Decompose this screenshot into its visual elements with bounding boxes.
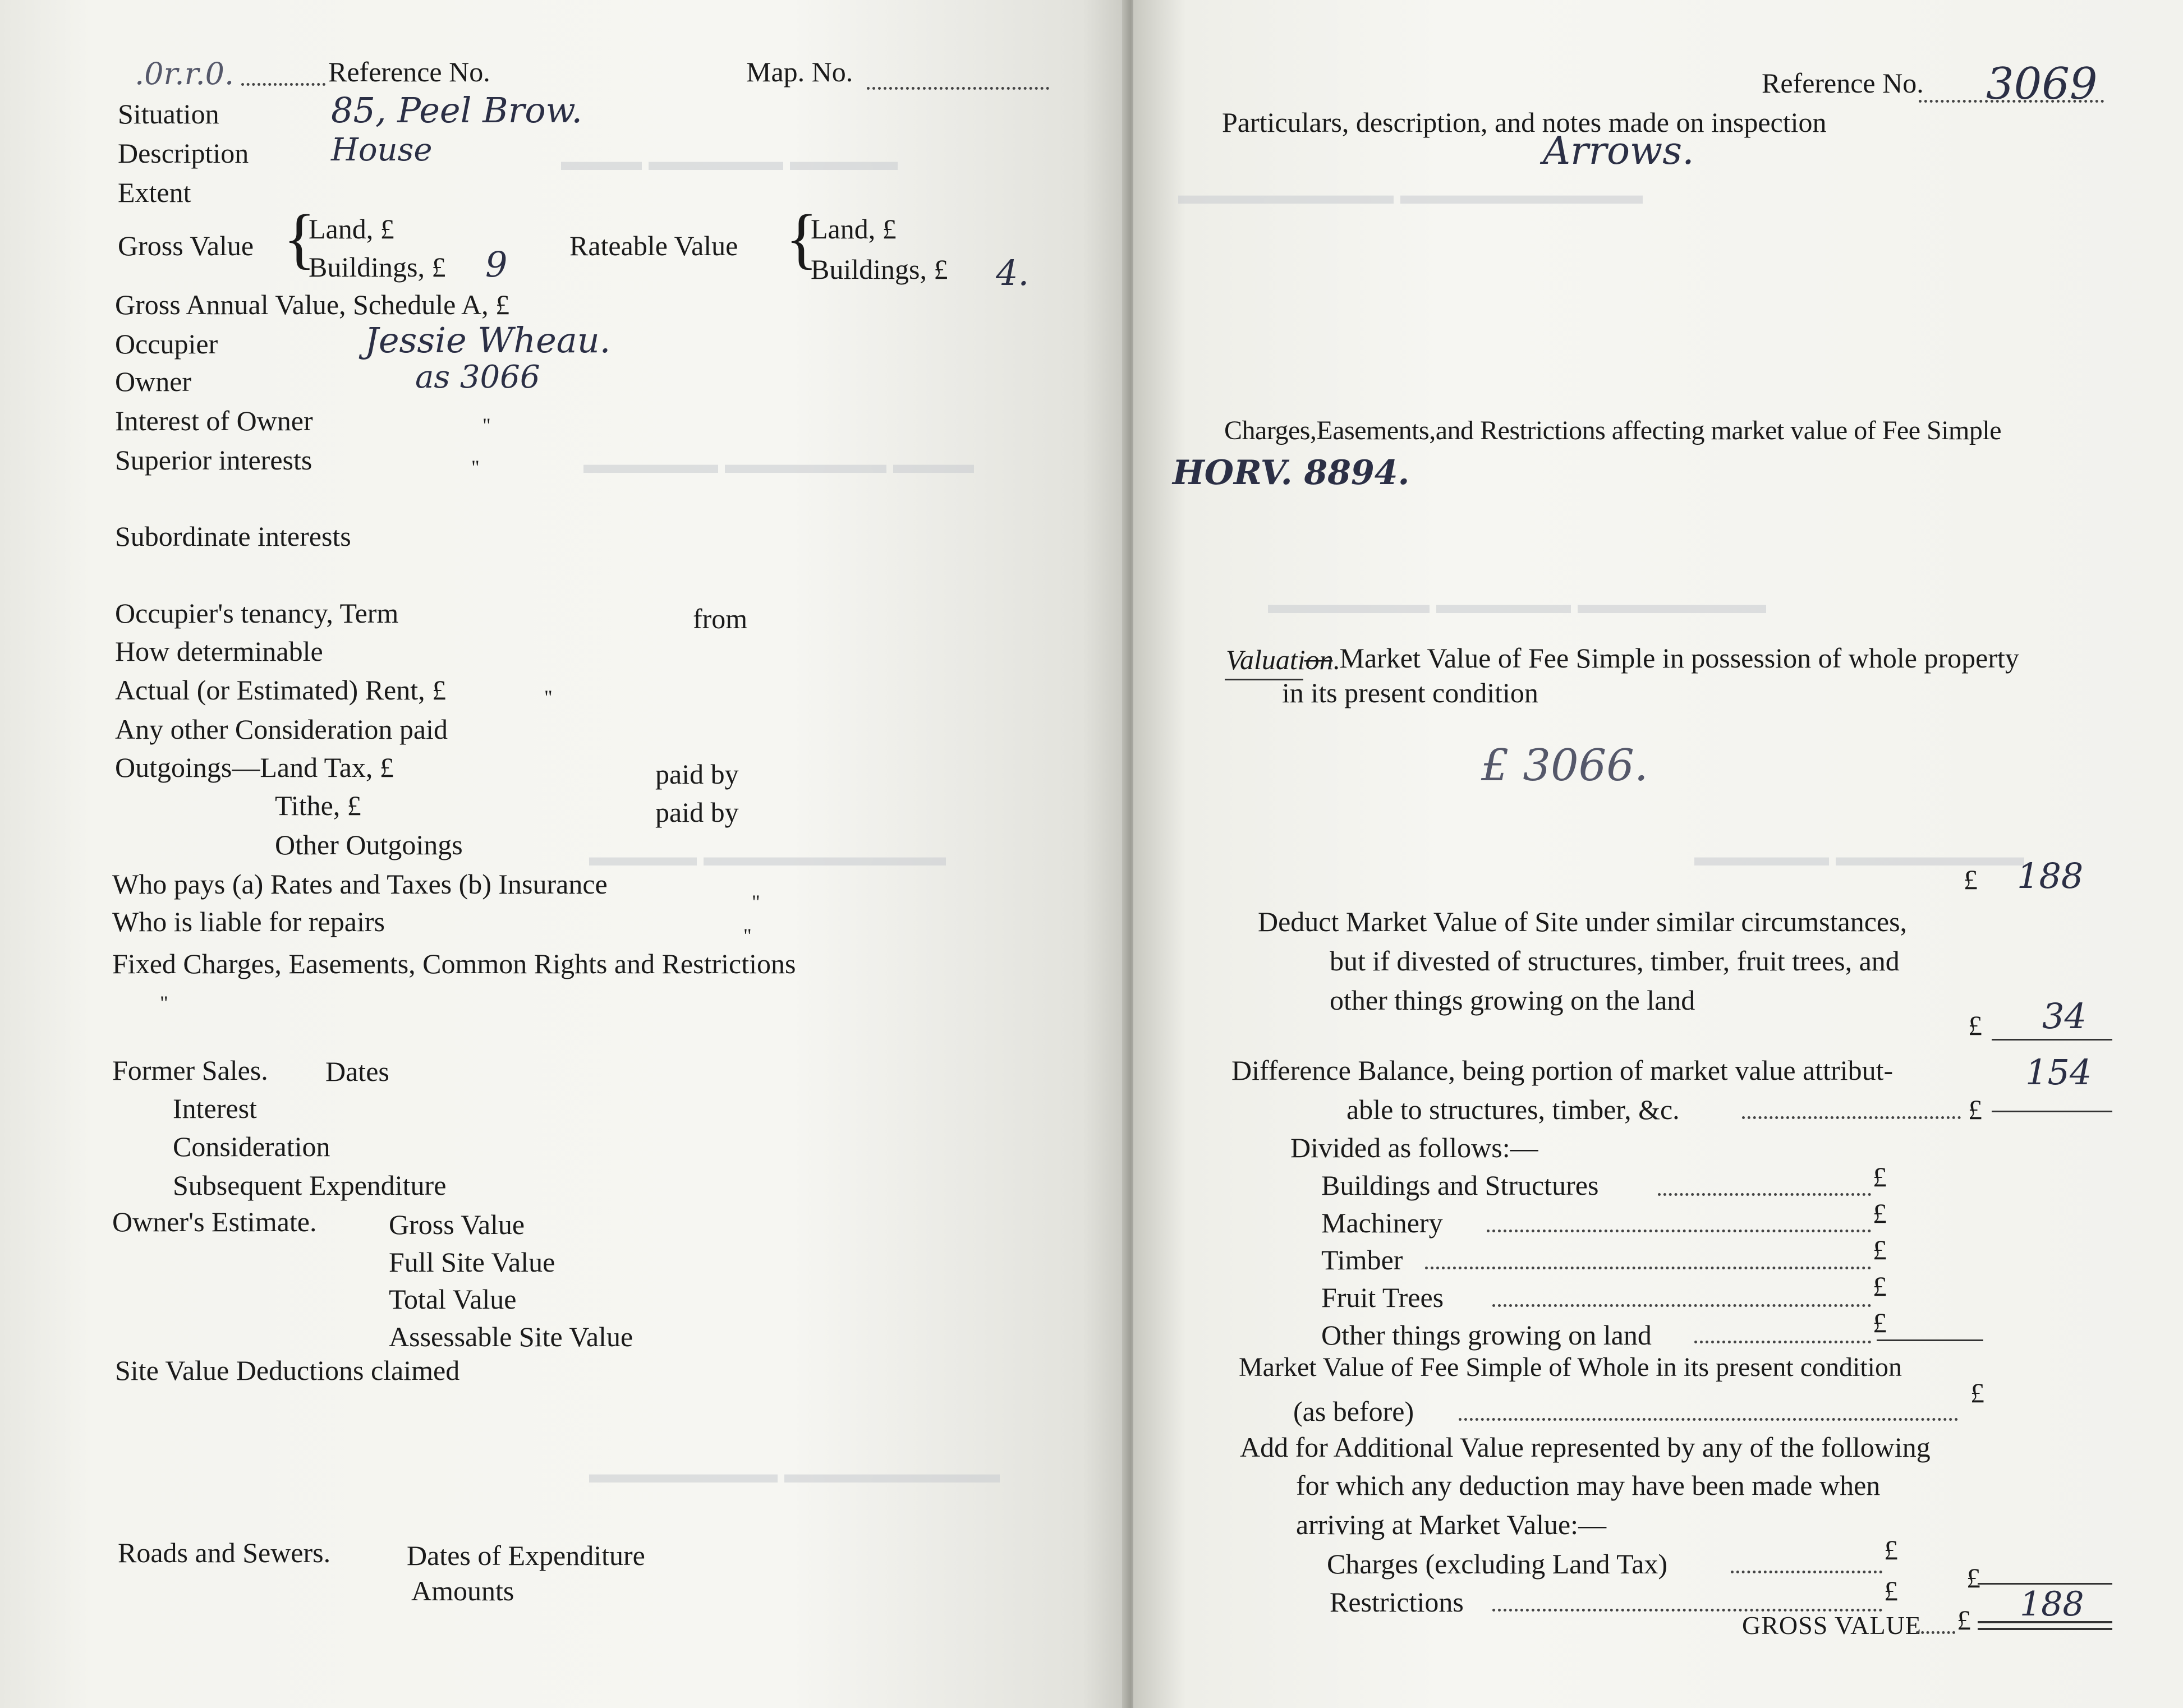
subordinate-interests-label: Subordinate interests	[115, 521, 351, 552]
site-value-deductions-label: Site Value Deductions claimed	[115, 1355, 460, 1386]
amount-rule	[1992, 1039, 2112, 1041]
estimate-total-value-label: Total Value	[389, 1283, 517, 1315]
other-things-label: Other things growing on land	[1321, 1319, 1652, 1351]
interest-of-owner-label: Interest of Owner	[115, 405, 313, 436]
dotted-leader	[1658, 1193, 1871, 1196]
pound-sign: £	[1968, 1094, 1982, 1125]
estimate-gross-value-label: Gross Value	[389, 1209, 525, 1240]
former-sales-consideration-label: Consideration	[173, 1131, 330, 1162]
superior-interests-ditto: "	[471, 456, 480, 478]
market-value-whole-label-1: Market Value of Fee Simple of Whole in its present condition	[1239, 1352, 1902, 1382]
who-pays-label: Who pays (a) Rates and Taxes (b) Insurance	[112, 868, 608, 900]
dotted-leader	[1492, 1304, 1871, 1307]
bleed-through-text: ▬▬▬▬▬▬▬ ▬▬▬▬▬▬▬▬	[589, 1459, 1000, 1489]
gross-value-label: Gross Value	[118, 230, 254, 261]
pound-sign: £	[1873, 1198, 1887, 1229]
rent-label: Actual (or Estimated) Rent, £	[115, 674, 447, 706]
valuation-text-2: in its present condition	[1282, 677, 1538, 708]
fixed-charges-ditto: "	[160, 992, 168, 1014]
add-value-text-2: for which any deduction may have been made when	[1296, 1470, 1881, 1501]
tenancy-term-label: Occupier's tenancy, Term	[115, 597, 399, 629]
pound-sign: £	[1873, 1307, 1887, 1338]
gross-land-label: Land, £	[309, 213, 394, 245]
outgoings-land-tax-label: Outgoings—Land Tax, £	[115, 752, 394, 783]
bleed-through-text: ▬▬▬▬▬ ▬▬▬▬▬▬ ▬▬▬	[583, 449, 974, 479]
difference-text-2: able to structures, timber, &c.	[1346, 1094, 1680, 1125]
land-tax-paid-by-label: paid by	[655, 758, 739, 790]
pound-sign: £	[1966, 1562, 1980, 1594]
bleed-through-text: ▬▬▬▬▬▬ ▬▬▬▬▬ ▬▬▬▬▬▬▬	[1268, 590, 1766, 619]
particulars-value: Arrows.	[1543, 129, 1694, 173]
occupier-value: Jessie Wheau.	[365, 320, 611, 361]
gross-buildings-value: 9	[485, 244, 508, 285]
former-sales-dates-label: Dates	[325, 1056, 389, 1087]
difference-text-1: Difference Balance, being portion of market value attribut-	[1231, 1055, 1894, 1086]
tithe-paid-by-label: paid by	[655, 797, 739, 828]
amount-rule	[1992, 1111, 2112, 1112]
map-no-label: Map. No.	[746, 56, 853, 88]
amount-rule	[1978, 1628, 2112, 1630]
repairs-ditto: "	[743, 924, 752, 947]
situation-label: Situation	[118, 98, 219, 130]
bleed-through-text: ▬▬▬▬▬▬▬▬ ▬▬▬▬▬▬▬▬▬	[1178, 180, 1643, 210]
deduct-text-2: but if divested of structures, timber, fruit trees, and	[1330, 945, 1900, 977]
amount-rule	[1877, 1339, 1983, 1341]
dotted-leader	[1459, 1418, 1958, 1421]
subsequent-expenditure-label: Subsequent Expenditure	[173, 1170, 447, 1201]
amount-154: 154	[2025, 1052, 2092, 1093]
pound-sign: £	[1884, 1575, 1898, 1606]
description-value: House	[331, 132, 433, 168]
repairs-label: Who is liable for repairs	[112, 906, 385, 937]
particulars-label: Particulars, description, and notes made on inspection	[1222, 107, 1827, 138]
owner-value: as 3066	[415, 359, 540, 395]
superior-interests-label: Superior interests	[115, 444, 312, 476]
description-label: Description	[118, 137, 249, 169]
right-page	[1133, 0, 2183, 1708]
reference-no-value: 3069	[1986, 59, 2098, 109]
charges-easements-label: Charges,Easements,and Restrictions affecting market value of Fee Simple	[1224, 416, 2001, 445]
pound-sign: £	[1964, 864, 1978, 895]
tenancy-from-label: from	[693, 603, 748, 634]
former-sales-label: Former Sales.	[112, 1055, 268, 1086]
pound-sign: £	[1873, 1234, 1887, 1265]
brace-glyph: {	[283, 201, 316, 275]
gross-value-total-label: GROSS VALUE	[1742, 1611, 1922, 1640]
estimate-assessable-label: Assessable Site Value	[389, 1321, 633, 1352]
pound-sign: £	[1873, 1161, 1887, 1193]
fixed-charges-label: Fixed Charges, Easements, Common Rights and Restrictions	[112, 948, 796, 979]
dotted-leader	[867, 87, 1049, 90]
extent-label: Extent	[118, 177, 191, 208]
pound-sign: £	[1970, 1377, 1984, 1408]
market-value-whole-label-2: (as before)	[1293, 1396, 1414, 1427]
bleed-through-text: ▬▬▬▬ ▬▬▬▬▬▬▬▬▬	[589, 842, 946, 872]
who-pays-ditto: "	[752, 891, 760, 913]
dates-of-expenditure-label: Dates of Expenditure	[407, 1540, 645, 1571]
deduct-text-3: other things growing on the land	[1330, 984, 1695, 1016]
restrictions-label: Restrictions	[1330, 1586, 1464, 1618]
reference-no-label: Reference No.	[328, 56, 490, 88]
owner-label: Owner	[115, 366, 192, 397]
brace-glyph: {	[785, 201, 818, 275]
add-value-text-3: arriving at Market Value:—	[1296, 1509, 1607, 1540]
rateable-land-label: Land, £	[811, 213, 897, 245]
timber-label: Timber	[1321, 1244, 1403, 1276]
amount-34: 34	[2042, 996, 2087, 1037]
dotted-leader	[1742, 1116, 1961, 1119]
amount-rule	[1978, 1621, 2112, 1623]
rent-ditto: "	[544, 686, 553, 708]
rateable-value-label: Rateable Value	[569, 230, 738, 261]
amounts-label: Amounts	[411, 1575, 514, 1606]
ref-prefix-handwritten: .0r.r.0.	[135, 56, 235, 91]
estimate-full-site-label: Full Site Value	[389, 1246, 555, 1278]
charges-easements-value: HORV. 8894.	[1173, 453, 1410, 492]
pound-sign: £	[1884, 1534, 1898, 1566]
dotted-leader	[1487, 1230, 1871, 1232]
situation-value: 85, Peel Brow.	[331, 90, 583, 131]
reference-no-label: Reference No.	[1762, 67, 1924, 99]
tithe-label: Tithe, £	[275, 790, 361, 821]
bleed-through-text: ▬▬▬ ▬▬▬▬▬ ▬▬▬▬	[561, 146, 898, 176]
valuation-text-1: — Market Value of Fee Simple in possession of whole property	[1304, 642, 2019, 674]
pound-sign: £	[1873, 1270, 1887, 1302]
pound-sign: £	[1968, 1010, 1982, 1041]
gross-buildings-label: Buildings, £	[309, 251, 446, 283]
deduct-text-1: Deduct Market Value of Site under similar circumstances,	[1258, 906, 1908, 937]
dotted-leader	[1425, 1267, 1871, 1269]
divided-as-follows-label: Divided as follows:—	[1290, 1132, 1538, 1163]
valuation-value: £ 3066.	[1481, 740, 1648, 791]
dotted-leader	[1731, 1571, 1882, 1573]
bleed-through-text: ▬▬▬▬▬ ▬▬▬▬▬▬▬	[1694, 842, 2024, 872]
other-consideration-label: Any other Consideration paid	[115, 713, 448, 745]
buildings-structures-label: Buildings and Structures	[1321, 1170, 1599, 1201]
occupier-label: Occupier	[115, 328, 218, 360]
roads-sewers-label: Roads and Sewers.	[118, 1537, 331, 1568]
owners-estimate-label: Owner's Estimate.	[112, 1206, 317, 1237]
pound-sign: £	[1957, 1604, 1971, 1636]
amount-188: 188	[2017, 855, 2084, 896]
former-sales-interest-label: Interest	[173, 1093, 257, 1124]
machinery-label: Machinery	[1321, 1207, 1443, 1239]
charges-excluding-land-tax-label: Charges (excluding Land Tax)	[1327, 1548, 1667, 1580]
rateable-buildings-value: 4.	[996, 252, 1030, 293]
dotted-leader	[1916, 1631, 1955, 1634]
how-determinable-label: How determinable	[115, 636, 323, 667]
dotted-leader	[1694, 1341, 1871, 1343]
gross-value-total-amount: 188	[2020, 1585, 2084, 1624]
interest-of-owner-ditto: "	[482, 414, 491, 436]
dotted-leader	[241, 83, 325, 86]
valuation-label: Valuation.	[1226, 644, 1341, 675]
gross-annual-value-label: Gross Annual Value, Schedule A, £	[115, 289, 510, 320]
other-outgoings-label: Other Outgoings	[275, 829, 463, 860]
add-value-text-1: Add for Additional Value represented by any of the following	[1240, 1431, 1931, 1463]
fruit-trees-label: Fruit Trees	[1321, 1282, 1444, 1313]
rateable-buildings-label: Buildings, £	[811, 254, 948, 285]
